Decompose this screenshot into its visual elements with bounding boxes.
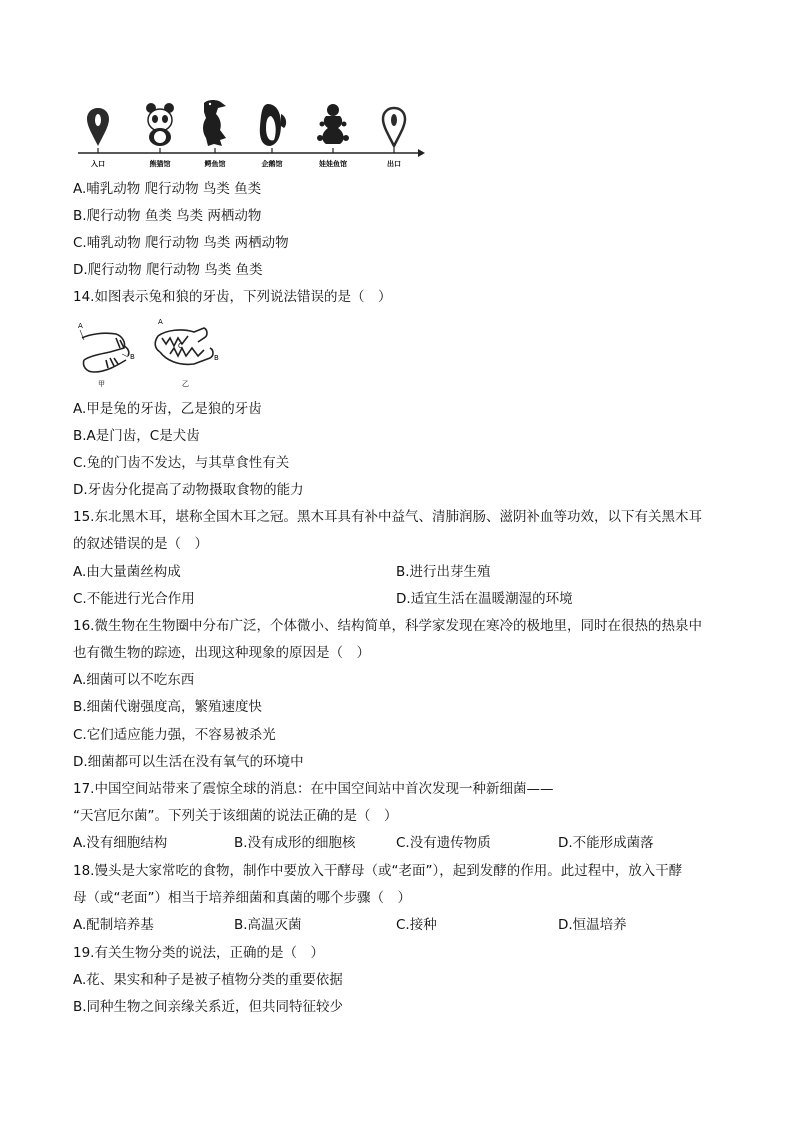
q17-option-d: D.不能形成菌落 xyxy=(558,835,654,851)
q16-option-b: B.细菌代谢强度高，繁殖速度快 xyxy=(73,699,263,715)
q15-stem-line-2: 的叙述错误的是（ ） xyxy=(73,536,208,552)
teeth-figure xyxy=(70,314,230,389)
q18-stem-line-1: 18.馒头是大家常吃的食物，制作中要放入干酵母（或“老面”），起到发酵的作用。此过程中，放入干酵 xyxy=(73,863,683,879)
q16-option-c: C.它们适应能力强，不容易被杀光 xyxy=(73,727,276,743)
q15-option-b: B.进行出芽生殖 xyxy=(396,564,491,580)
station-label: 娃娃鱼馆 xyxy=(319,160,347,168)
salamander-icon xyxy=(317,104,349,144)
q18-stem-line-2: 母（或“老面”）相当于培养细菌和真菌的哪个步骤（ ） xyxy=(73,890,411,906)
q18-option-d: D.恒温培养 xyxy=(558,917,627,933)
q15-stem-line-1: 15.东北黑木耳，堪称全国木耳之冠。黑木耳具有补中益气、清肺润肠、滋阴补血等功效，以下有关黑木耳 xyxy=(73,509,702,525)
q14-stem: 14.如图表示兔和狼的牙齿，下列说法错误的是（ ） xyxy=(73,289,392,305)
svg-text:B: B xyxy=(214,354,219,362)
q18-option-c: C.接种 xyxy=(396,917,437,933)
station-label: 入口 xyxy=(91,160,105,168)
station-label: 出口 xyxy=(387,160,401,168)
q17-stem-line-1: 17.中国空间站带来了震惊全球的消息：在中国空间站中首次发现一种新细菌—— xyxy=(73,781,554,797)
crocodile-icon xyxy=(203,100,226,146)
q14-option-d: D.牙齿分化提高了动物摄取食物的能力 xyxy=(73,482,304,498)
q17-option-a: A.没有细胞结构 xyxy=(73,835,168,851)
exit-pin-icon xyxy=(383,108,405,146)
q18-option-b: B.高温灭菌 xyxy=(234,917,302,933)
q13-option-b: B.爬行动物 鱼类 鸟类 两栖动物 xyxy=(73,208,262,224)
q15-option-c: C.不能进行光合作用 xyxy=(73,591,195,607)
q17-option-c: C.没有遗传物质 xyxy=(396,835,491,851)
q14-option-a: A.甲是兔的牙齿，乙是狼的牙齿 xyxy=(73,401,262,417)
q19-option-a: A.花、果实和种子是被子植物分类的重要依据 xyxy=(73,972,343,988)
penguin-icon xyxy=(260,104,286,146)
q13-option-d: D.爬行动物 爬行动物 鸟类 鱼类 xyxy=(73,262,263,278)
entrance-pin-icon xyxy=(87,108,109,146)
timeline-arrow-icon xyxy=(418,149,425,157)
station-label: 鳄鱼馆 xyxy=(204,160,226,168)
svg-text:A: A xyxy=(78,322,83,330)
svg-text:C: C xyxy=(178,342,183,350)
q14-option-c: C.兔的门齿不发达，与其草食性有关 xyxy=(73,455,290,471)
q16-stem-line-2: 也有微生物的踪迹，出现这种现象的原因是（ ） xyxy=(73,645,370,661)
q16-option-a: A.细菌可以不吃东西 xyxy=(73,672,195,688)
wolf-teeth-icon xyxy=(155,328,213,364)
zoo-route-figure xyxy=(0,0,794,180)
station-label: 企鹅馆 xyxy=(261,160,283,168)
svg-text:A: A xyxy=(158,318,163,326)
svg-text:乙: 乙 xyxy=(182,380,189,388)
q16-stem-line-1: 16.微生物在生物圈中分布广泛，个体微小、结构简单，科学家发现在寒冷的极地里，同时在很热的热泉中 xyxy=(73,618,702,634)
svg-text:B: B xyxy=(130,353,135,361)
station-label: 熊猫馆 xyxy=(149,160,171,168)
q15-option-a: A.由大量菌丝构成 xyxy=(73,564,181,580)
q19-stem: 19.有关生物分类的说法，正确的是（ ） xyxy=(73,945,324,961)
q14-option-b: B.A是门齿，C是犬齿 xyxy=(73,428,200,444)
q17-stem-line-2: “天宫厄尔菌”。下列关于该细菌的说法正确的是（ ） xyxy=(73,808,398,824)
rabbit-teeth-icon xyxy=(82,333,129,372)
q18-option-a: A.配制培养基 xyxy=(73,917,154,933)
q19-option-b: B.同种生物之间亲缘关系近，但共同特征较少 xyxy=(73,999,344,1015)
q16-option-d: D.细菌都可以生活在没有氧气的环境中 xyxy=(73,754,304,770)
q13-option-a: A.哺乳动物 爬行动物 鸟类 鱼类 xyxy=(73,181,262,197)
svg-text:甲: 甲 xyxy=(98,380,105,388)
q13-option-c: C.哺乳动物 爬行动物 鸟类 两栖动物 xyxy=(73,235,289,251)
q17-option-b: B.没有成形的细胞核 xyxy=(234,835,356,851)
q15-option-d: D.适宜生活在温暖潮湿的环境 xyxy=(396,591,573,607)
panda-icon xyxy=(146,103,174,146)
